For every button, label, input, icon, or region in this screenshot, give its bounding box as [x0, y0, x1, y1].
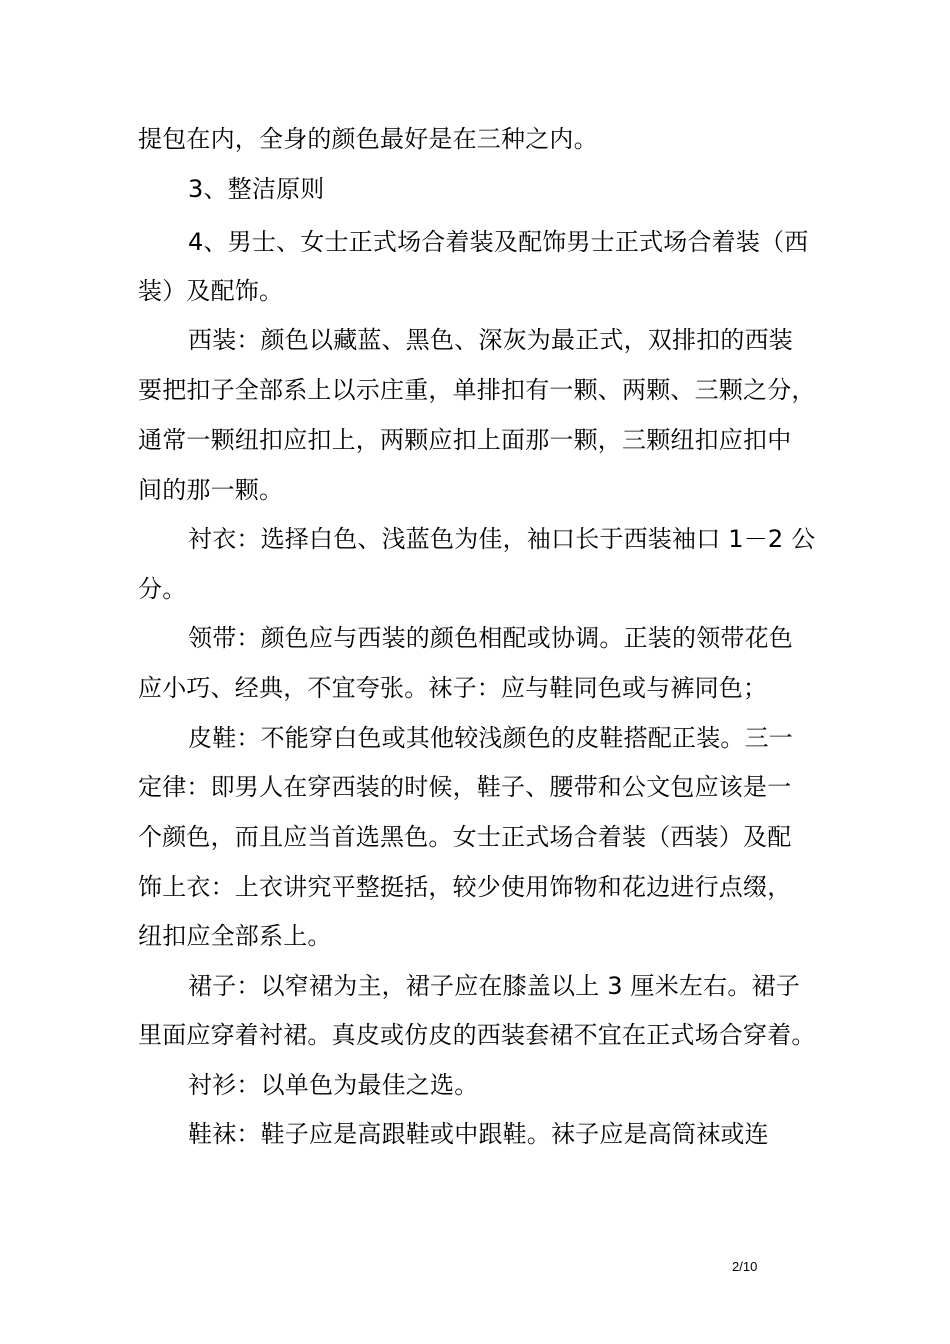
text-line: 间的那一颗。 [138, 476, 284, 504]
text-line: 应小巧、经典，不宜夸张。袜子：应与鞋同色或与裤同色； [138, 674, 768, 702]
text-line: 个颜色，而且应当首选黑色。女士正式场合着装（西装）及配 [138, 823, 792, 851]
paragraph-line: 裙子：以窄裙为主，裙子应在膝盖以上 3 厘米左右。裙子 [188, 972, 800, 1000]
text-line: 提包在内，全身的颜色最好是在三种之内。 [138, 125, 598, 153]
text-line: 要把扣子全部系上以示庄重，单排扣有一颗、两颗、三颗之分， [138, 376, 816, 404]
text-line: 饰上衣：上衣讲究平整挺括，较少使用饰物和花边进行点缀， [138, 873, 792, 901]
text-line: 纽扣应全部系上。 [138, 922, 332, 950]
section-heading: 3、整洁原则 [188, 175, 325, 203]
section-heading: 4、男士、女士正式场合着装及配饰男士正式场合着装（西 [188, 228, 809, 256]
paragraph-line: 鞋袜：鞋子应是高跟鞋或中跟鞋。袜子应是高筒袜或连 [188, 1120, 769, 1148]
text-line: 里面应穿着衬裙。真皮或仿皮的西装套裙不宜在正式场合穿着。 [138, 1021, 816, 1049]
page-number: 2/10 [732, 1259, 758, 1274]
paragraph-line: 西装：颜色以藏蓝、黑色、深灰为最正式，双排扣的西装 [188, 326, 793, 354]
text-line: 通常一颗纽扣应扣上，两颗应扣上面那一颗，三颗纽扣应扣中 [138, 426, 792, 454]
text-line: 装）及配饰。 [138, 277, 284, 305]
paragraph-line: 领带：颜色应与西装的颜色相配或协调。正装的领带花色 [188, 624, 793, 652]
paragraph-line: 衬衫：以单色为最佳之选。 [188, 1071, 479, 1099]
text-line: 定律：即男人在穿西装的时候，鞋子、腰带和公文包应该是一 [138, 773, 792, 801]
text-line: 分。 [138, 575, 187, 603]
paragraph-line: 衬衣：选择白色、浅蓝色为佳，袖口长于西装袖口 1－2 公 [188, 525, 816, 553]
paragraph-line: 皮鞋：不能穿白色或其他较浅颜色的皮鞋搭配正装。三一 [188, 724, 793, 752]
